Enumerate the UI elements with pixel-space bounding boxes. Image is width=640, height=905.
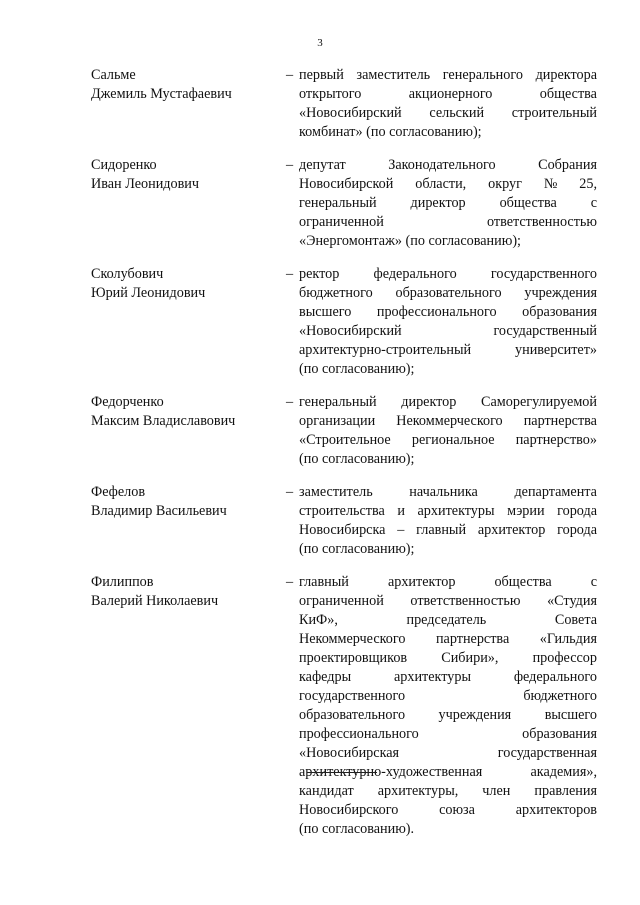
dash-separator: –	[286, 394, 294, 410]
position-line: архитектурно-художественная академия»,	[299, 764, 597, 780]
position-line: Новосибирского союза архитекторов	[299, 802, 597, 818]
position-line: заместитель начальника департамента	[299, 484, 597, 500]
position-line: «Новосибирский сельский строительный	[299, 105, 597, 121]
position-line: государственного бюджетного	[299, 688, 597, 704]
member-surname: Сальме	[91, 67, 136, 83]
member-name	[91, 66, 286, 142]
dash-separator: –	[286, 266, 294, 282]
dash-separator: –	[286, 67, 294, 83]
position-line: бюджетного образовательного учреждения	[299, 285, 597, 301]
member-name	[91, 483, 286, 559]
position-line: Новосибирска – главный архитектор города	[299, 522, 597, 538]
position-line: кандидат архитектуры, член правления	[299, 783, 597, 799]
dash-separator: –	[286, 484, 294, 500]
member-surname: Фефелов	[91, 484, 146, 500]
position-line: (по согласованию).	[299, 821, 415, 837]
member-position	[299, 66, 597, 142]
position-line: высшего профессионального образования	[299, 304, 597, 320]
position-line: ограниченной ответственностью «Студия	[299, 593, 597, 609]
page-number: 3	[317, 37, 323, 49]
position-line: строительства и архитектуры мэрии города	[299, 503, 597, 519]
position-line: «Энергомонтаж» (по согласованию);	[299, 233, 521, 249]
position-line: «Новосибирская государственная	[299, 745, 597, 761]
position-line: ограниченной ответственностью	[299, 214, 597, 230]
position-line: образовательного учреждения высшего	[299, 707, 597, 723]
position-line: первый заместитель генерального директора	[299, 67, 597, 83]
member-position	[299, 265, 597, 379]
member-given-name: Джемиль Мустафаевич	[91, 86, 232, 102]
end-rule	[307, 772, 377, 773]
position-line: (по согласованию);	[299, 541, 415, 557]
member-position	[299, 156, 597, 251]
member-position	[299, 573, 597, 839]
position-line: Новосибирской области, округ № 25,	[299, 176, 597, 192]
member-entry	[91, 573, 597, 839]
dash-separator: –	[286, 574, 294, 590]
position-line: ректор федерального государственного	[299, 266, 597, 282]
member-entry	[91, 265, 597, 379]
position-line: главный архитектор общества с	[299, 574, 597, 590]
member-name	[91, 265, 286, 379]
position-line: организации Некоммерческого партнерства	[299, 413, 597, 429]
member-given-name: Валерий Николаевич	[91, 593, 219, 609]
dash-separator: –	[286, 157, 294, 173]
member-given-name: Юрий Леонидович	[91, 285, 206, 301]
position-line: комбинат» (по согласованию);	[299, 124, 482, 140]
member-position	[299, 483, 597, 559]
member-given-name: Иван Леонидович	[91, 176, 200, 192]
position-line: генеральный директор Саморегулируемой	[299, 394, 597, 410]
member-entry	[91, 66, 597, 142]
members-list	[91, 66, 597, 853]
member-given-name: Максим Владиславович	[91, 413, 236, 429]
member-entry	[91, 156, 597, 251]
position-line: (по согласованию);	[299, 361, 415, 377]
member-surname: Сколубович	[91, 266, 164, 282]
member-surname: Сидоренко	[91, 157, 157, 173]
member-entry	[91, 393, 597, 469]
member-name	[91, 393, 286, 469]
member-surname: Филиппов	[91, 574, 154, 590]
position-line: кафедры архитектуры федерального	[299, 669, 597, 685]
position-line: Некоммерческого партнерства «Гильдия	[299, 631, 597, 647]
position-line: «Строительное региональное партнерство»	[299, 432, 597, 448]
position-line: проектировщиков Сибири», профессор	[299, 650, 597, 666]
member-position	[299, 393, 597, 469]
position-line: архитектурно-строительный университет»	[299, 342, 597, 358]
member-entry	[91, 483, 597, 559]
member-surname: Федорченко	[91, 394, 164, 410]
position-line: депутат Законодательного Собрания	[299, 157, 597, 173]
position-line: профессионального образования	[299, 726, 597, 742]
position-line: генеральный директор общества с	[299, 195, 597, 211]
position-line: (по согласованию);	[299, 451, 415, 467]
member-name	[91, 156, 286, 251]
member-given-name: Владимир Васильевич	[91, 503, 227, 519]
position-line: КиФ», председатель Совета	[299, 612, 597, 628]
position-line: открытого акционерного общества	[299, 86, 597, 102]
position-line: «Новосибирский государственный	[299, 323, 597, 339]
member-name	[91, 573, 286, 839]
